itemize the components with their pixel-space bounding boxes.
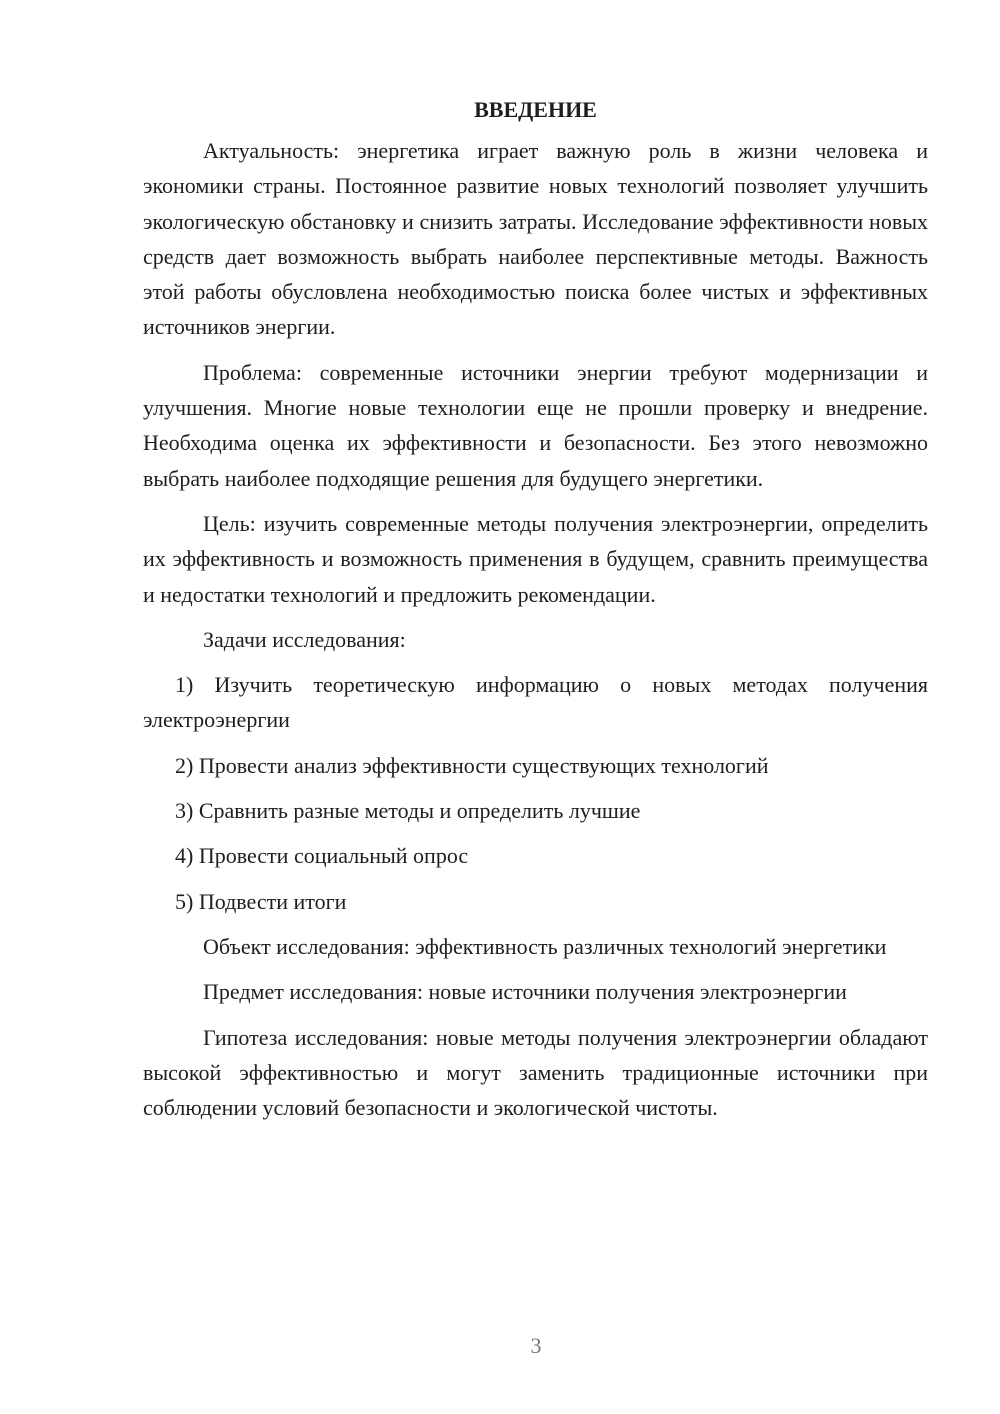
page-content [143,92,928,1135]
tasks-heading: Задачи исследования: [203,626,406,652]
task-item-5: 5) Подвести итоги [175,888,347,914]
paragraph-goal: Цель: изучить современные методы получения электроэнергии, определить их эффективность и возможность применения в будущем, сравнить преимущества и недостатки технологий и предложить рекомендации. [143,510,928,607]
task-item-1: 1) Изучить теоретическую информацию о новых методах получения электроэнергии [143,672,928,733]
paragraph-subject: Предмет исследования: новые источники получения электроэнергии [203,979,847,1005]
task-item-2: 2) Провести анализ эффективности существующих технологий [175,752,769,778]
task-item-4: 4) Провести социальный опрос [175,843,469,869]
paragraph-problem: Проблема: современные источники энергии требуют модернизации и улучшения. Многие новые технологии еще не прошли проверку и внедрение. Необходима оценка их эффективности и безопасности. Без этого невозможно выбрать наиболее подходящие решения для будущего энергетики. [143,359,928,491]
paragraph-relevance: Актуальность: энергетика играет важную роль в жизни человека и экономики страны. Постоянное развитие новых технологий позволяет улучшить экологическую обстановку и снизить затраты. Исследование эффективности новых средств дает возможность выбрать наиболее перспективные методы. Важность этой работы обусловлена необходимостью поиска более чистых и эффективных источников энергии. [143,138,928,340]
paragraph-hypothesis: Гипотеза исследования: новые методы получения электроэнергии обладают высокой эффективностью и могут заменить традиционные источники при соблюдении условий безопасности и экологической чистоты. [143,1024,928,1121]
task-item-3: 3) Сравнить разные методы и определить лучшие [175,798,641,824]
page-title: ВВЕДЕНИЕ [474,97,597,122]
paragraph-object: Объект исследования: эффективность различных технологий энергетики [203,933,887,959]
page-number: 3 [530,1333,542,1358]
